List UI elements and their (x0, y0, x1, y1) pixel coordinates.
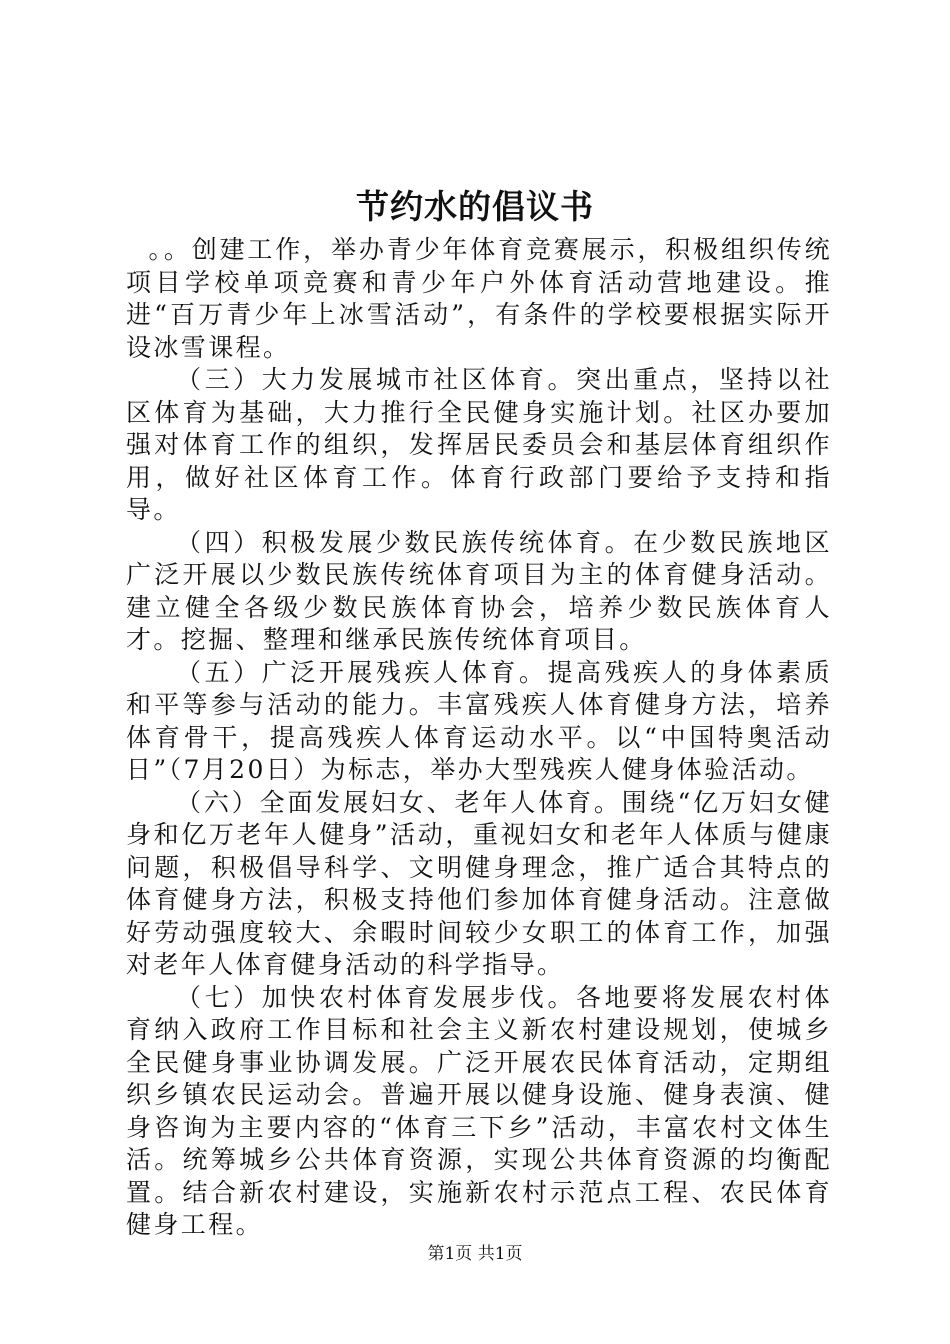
page-footer: 第1页 共1页 (427, 1244, 523, 1264)
paragraph-section-3: （三）大力发展城市社区体育。突出重点，坚持以社区体育为基础，大力推行全民健身实施计划。社区办要加强对体育工作的组织，发挥居民委员会和基层体育组织作用，做好社区体育工作。体育行政部门要给予支持和指导。 (126, 365, 832, 524)
paragraph-intro: 。。创建工作，举办青少年体育竞赛展示，积极组织传统项目学校单项竞赛和青少年户外体育活动营地建设。推进“百万青少年上冰雪活动”，有条件的学校要根据实际开设冰雪课程。 (126, 235, 832, 362)
paragraph-section-4: （四）积极发展少数民族传统体育。在少数民族地区广泛开展以少数民族传统体育项目为主的体育健身活动。建立健全各级少数民族体育协会，培养少数民族体育人才。挖掘、整理和继承民族传统体育项目。 (126, 527, 832, 654)
paragraph-section-6: （六）全面发展妇女、老年人体育。围绕“亿万妇女健身和亿万老年人健身”活动，重视妇女和老年人体质与健康问题，积极倡导科学、文明健身理念，推广适合其特点的体育健身方法，积极支持他们参加体育健身活动。注意做好劳动强度较大、余暇时间较少女职工的体育工作，加强对老年人体育健身活动的科学指导。 (126, 787, 832, 979)
document-body (126, 234, 832, 1242)
paragraph-section-7: （七）加快农村体育发展步伐。各地要将发展农村体育纳入政府工作目标和社会主义新农村建设规划，使城乡全民健身事业协调发展。广泛开展农民体育活动，定期组织乡镇农民运动会。普遍开展以健身设施、健身表演、健身咨询为主要内容的“体育三下乡”活动，丰富农村文体生活。统筹城乡公共体育资源，实现公共体育资源的均衡配置。结合新农村建设，实施新农村示范点工程、农民体育健身工程。 (126, 982, 832, 1239)
document-title: 节约水的倡议书 (356, 187, 594, 226)
paragraph-section-5: （五）广泛开展残疾人体育。提高残疾人的身体素质和平等参与活动的能力。丰富残疾人体育健身方法，培养体育骨干，提高残疾人体育运动水平。以“中国特奥活动日”（7月20日）为标志，举办大型残疾人健身体验活动。 (126, 657, 832, 784)
